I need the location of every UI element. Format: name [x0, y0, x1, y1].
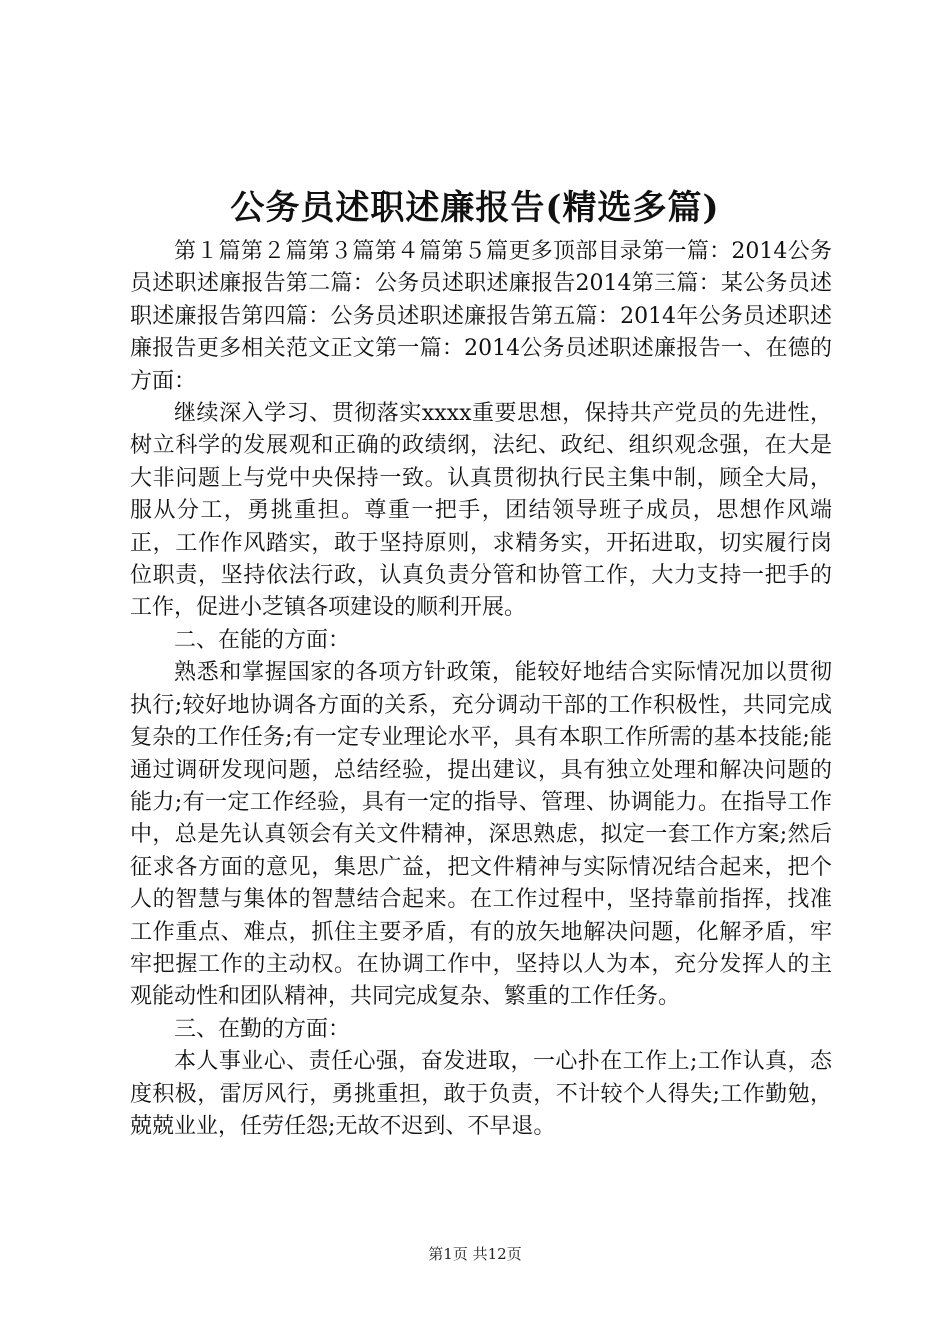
paragraph-morality: 继续深入学习、贯彻落实xxxx重要思想，保持共产党员的先进性，树立科学的发展观和正确的政绩纲，法纪、政纪、组织观念强，在大是大非问题上与党中央保持一致。认真贯彻执行民主集中制，顾全大局，服从分工，勇挑重担。尊重一把手，团结领导班子成员，思想作风端正，工作作风踏实，敢于坚持原则，求精务实，开拓进取，切实履行岗位职责，坚持依法行政，认真负责分管和协管工作，大力支持一把手的工作，促进小芝镇各项建设的顺利开展。 — [130, 401, 832, 621]
paragraph-diligence: 本人事业心、责任心强，奋发进取，一心扑在工作上;工作认真，态度积极，雷厉风行，勇挑重担，敢于负责，不计较个人得失;工作勤勉，兢兢业业，任劳任怨;无故不迟到、不早退。 — [130, 1049, 832, 1139]
paragraph-toc-intro: 第１篇第２篇第３篇第４篇第５篇更多顶部目录第一篇：2014公务员述职述廉报告第二篇：公务员述职述廉报告2014第三篇：某公务员述职述廉报告第四篇：公务员述职述廉报告第五篇：2014年公务员述职述廉报告更多相关范文正文第一篇：2014公务员述职述廉报告一、在德的方面： — [130, 239, 832, 394]
section-heading-ability: 二、在能的方面： — [174, 627, 351, 653]
paragraph-ability: 熟悉和掌握国家的各项方针政策，能较好地结合实际情况加以贯彻执行;较好地协调各方面的关系，充分调动干部的工作积极性，共同完成复杂的工作任务;有一定专业理论水平，具有本职工作所需的基本技能;能通过调研发现问题，总结经验，提出建议，具有独立处理和解决问题的能力;有一定工作经验，具有一定的指导、管理、协调能力。在指导工作中，总是先认真领会有关文件精神，深思熟虑，拟定一套工作方案;然后征求各方面的意见，集思广益，把文件精神与实际情况结合起来，把个人的智慧与集体的智慧结合起来。在工作过程中，坚持靠前指挥，找准工作重点、难点，抓住主要矛盾，有的放矢地解决问题，化解矛盾，牢牢把握工作的主动权。在协调工作中，坚持以人为本，充分发挥人的主观能动性和团队精神，共同完成复杂、繁重的工作任务。 — [130, 660, 832, 1010]
page-footer: 第1页 共12页 — [428, 1245, 522, 1263]
document-title: 公务员述职述廉报告(精选多篇) — [230, 188, 720, 228]
document-body — [130, 236, 832, 1143]
section-heading-diligence: 三、在勤的方面： — [174, 1016, 351, 1042]
